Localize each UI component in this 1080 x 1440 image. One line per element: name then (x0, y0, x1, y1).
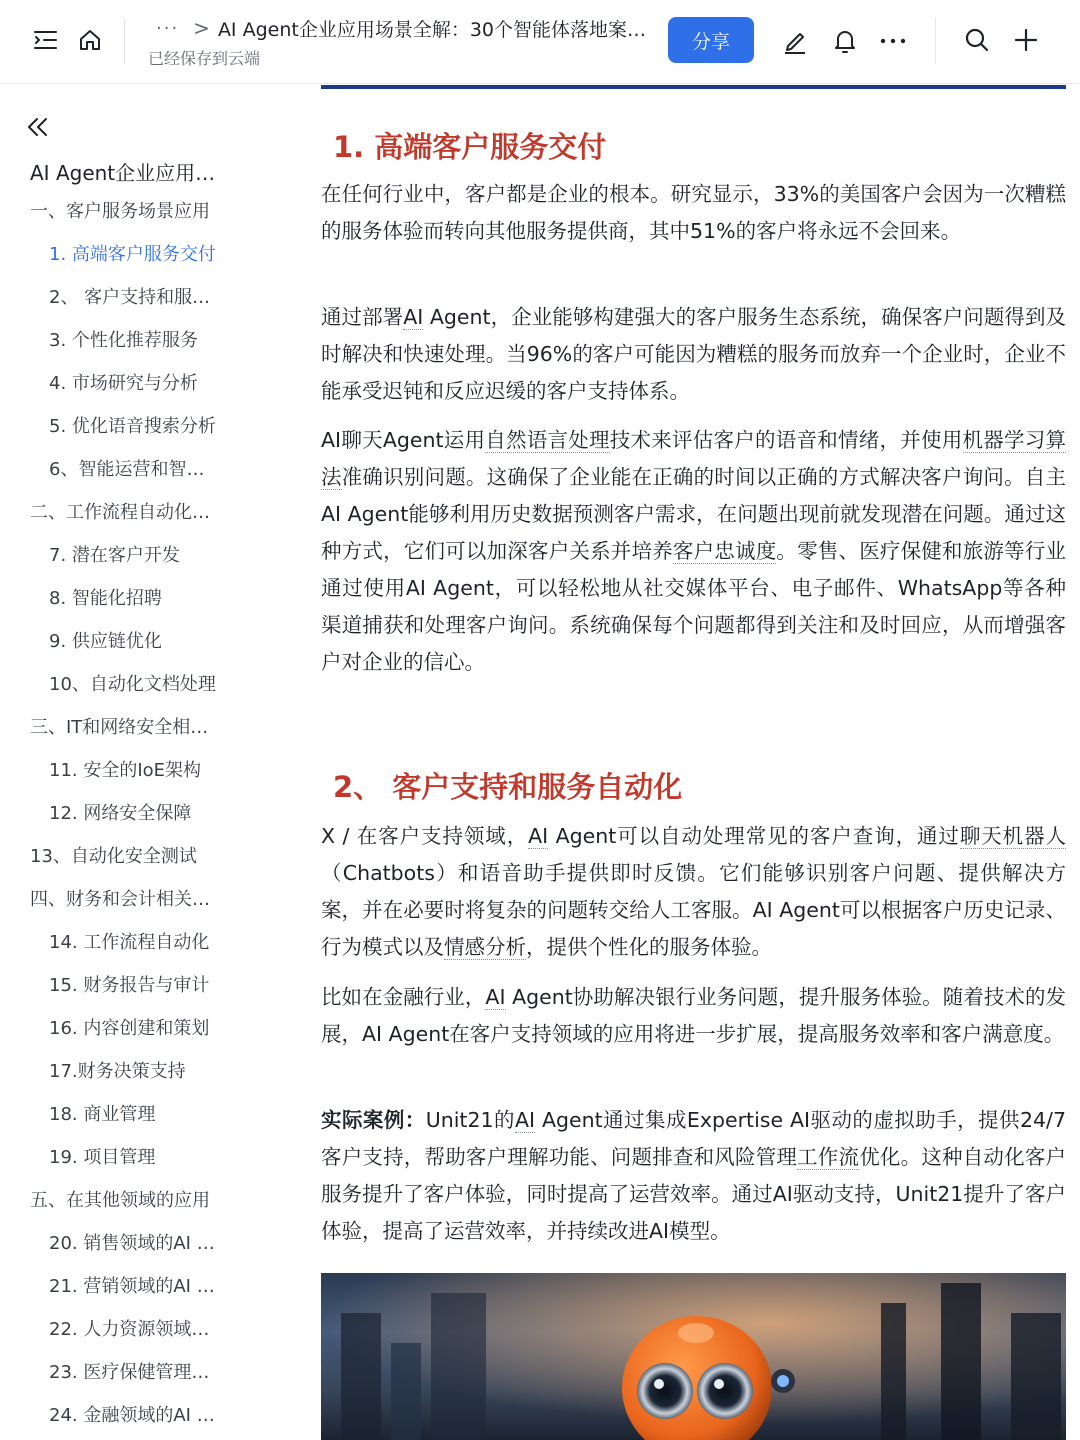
outline-item[interactable]: 15. 财务报告与审计 (49, 975, 210, 996)
share-button[interactable]: 分享 (668, 17, 754, 63)
annotated-term[interactable]: 自然语言处理 (485, 428, 610, 452)
paragraph-text: X / 在客户支持领域， (321, 824, 529, 848)
outline-item[interactable]: 13、自动化安全测试 (30, 846, 197, 867)
paragraph-text: ，提供个性化的服务体验。 (526, 935, 772, 959)
outline-item[interactable]: 1. 高端客户服务交付 (49, 244, 216, 265)
outline-item[interactable]: 21. 营销领域的AI … (49, 1276, 215, 1297)
bell-icon[interactable] (828, 24, 862, 58)
paragraph (321, 818, 1066, 966)
outline-item[interactable]: 16. 内容创建和策划 (49, 1018, 210, 1039)
outline-item[interactable]: 11. 安全的IoE架构 (49, 760, 202, 781)
collapse-sidebar-icon[interactable] (26, 115, 50, 139)
annotated-term[interactable]: 工作流 (797, 1145, 860, 1169)
paragraph-text: Agent通过集成Expertise AI驱动的虚拟助手，提供24/7客户支持，帮助客户理解功能、问题排查和风险管理 (321, 1108, 1067, 1169)
edit-icon[interactable] (778, 24, 812, 58)
paragraph-text: 准确识别问题。这确保了企业能在正确的时间以正确的方式解决客户询问。自主AI Agent能够利用历史数据预测客户需求，在问题出现前就发现潜在问题。通过这种方式，它们可以加深客户关系并培养 (321, 465, 1067, 563)
toolbar-divider (935, 18, 936, 64)
outline-item[interactable]: 18. 商业管理 (49, 1104, 156, 1125)
annotated-term[interactable]: AI (528, 824, 549, 848)
section-heading: 1. 高端客户服务交付 (333, 130, 607, 164)
outline-item[interactable]: 22. 人力资源领域… (49, 1319, 210, 1340)
header-rule (321, 85, 1066, 89)
breadcrumb-more[interactable]: ··· (156, 17, 180, 39)
top-toolbar (0, 0, 1080, 84)
annotated-term[interactable]: 机器学习算法 (321, 428, 1066, 489)
outline-item[interactable]: 24. 金融领域的AI … (49, 1405, 215, 1426)
outline-toggle-icon[interactable] (30, 26, 62, 54)
outline-item[interactable]: 23. 医疗保健管理… (49, 1362, 210, 1383)
outline-sidebar (0, 85, 300, 1440)
paragraph-text: 优化。这种自动化客户服务提升了客户体验，同时提高了运营效率。通过AI驱动支持，Unit21提升了客户体验，提高了运营效率，并持续改进AI模型。 (321, 1145, 1067, 1243)
breadcrumb (156, 14, 646, 42)
outline-item[interactable]: 9. 供应链优化 (49, 631, 162, 652)
outline-item[interactable]: 12. 网络安全保障 (49, 803, 192, 824)
paragraph-text: Unit21的 (425, 1108, 515, 1132)
outline-item[interactable]: 17.财务决策支持 (49, 1061, 186, 1082)
outline-item[interactable]: 6、智能运营和智… (49, 459, 205, 480)
outline-item[interactable]: 一、客户服务场景应用 (30, 201, 210, 222)
paragraph-text: 。零售、医疗保健和旅游等行业通过使用AI Agent，可以轻松地从社交媒体平台、电子邮件、WhatsApp等各种渠道捕获和处理客户询问。系统确保每个问题都得到关注和及时回应，从而增强客户对企业的信心。 (321, 539, 1067, 674)
paragraph (321, 176, 1066, 250)
outline-item[interactable]: 10、自动化文档处理 (49, 674, 216, 695)
annotated-term[interactable]: 情感分析 (444, 935, 526, 959)
paragraph-text: Agent可以自动处理常见的客户查询，通过 (548, 824, 960, 848)
paragraph-text: AI聊天Agent运用 (321, 428, 486, 452)
section-heading: 2、 客户支持和服务自动化 (333, 770, 683, 804)
outline-item[interactable]: 5. 优化语音搜索分析 (49, 416, 216, 437)
outline-item[interactable]: 三、IT和网络安全相… (30, 717, 209, 738)
plus-icon[interactable] (1009, 23, 1043, 57)
paragraph-text: 通过部署 (321, 305, 404, 329)
paragraph-text: Agent协助解决银行业务问题，提升服务体验。随着技术的发展，AI Agent在客户支持领域的应用将进一步扩展，提高服务效率和客户满意度。 (321, 985, 1066, 1046)
paragraph (321, 299, 1066, 410)
robot-illustration (321, 1273, 1066, 1440)
annotated-term[interactable]: AI (403, 305, 424, 329)
save-status: 已经保存到云端 (148, 49, 261, 68)
outline-item[interactable]: 7. 潜在客户开发 (49, 545, 180, 566)
annotated-term[interactable]: AI (514, 1108, 536, 1132)
paragraph-text: 比如在金融行业， (321, 985, 486, 1009)
toolbar-divider (124, 18, 125, 64)
search-icon[interactable] (960, 23, 994, 57)
paragraph-text: 在任何行业中，客户都是企业的根本。研究显示，33%的美国客户会因为一次糟糕的服务体验而转向其他服务提供商，其中51%的客户将永远不会回来。 (321, 182, 1066, 243)
paragraph-text: （Chatbots）和语音助手提供即时反馈。它们能够识别客户问题、提供解决方案，并在必要时将复杂的问题转交给人工客服。AI Agent可以根据客户历史记录、行为模式以及 (321, 861, 1066, 959)
case-label: 实际案例： (321, 1108, 426, 1132)
paragraph (321, 979, 1066, 1053)
outline-item[interactable]: 20. 销售领域的AI … (49, 1233, 215, 1254)
outline-item[interactable]: 8. 智能化招聘 (49, 588, 162, 609)
outline-doc-title[interactable]: AI Agent企业应用… (30, 161, 216, 185)
outline-item[interactable]: 五、在其他领域的应用 (30, 1190, 210, 1211)
outline-item[interactable]: 四、财务和会计相关… (30, 889, 210, 910)
outline-item[interactable]: 4. 市场研究与分析 (49, 373, 198, 394)
home-icon[interactable] (74, 24, 106, 56)
more-icon[interactable] (876, 24, 910, 58)
annotated-term[interactable]: 客户忠诚度 (672, 539, 777, 563)
outline-item[interactable]: 19. 项目管理 (49, 1147, 156, 1168)
paragraph (321, 422, 1066, 681)
annotated-term[interactable]: AI (485, 985, 506, 1009)
outline-item[interactable]: 二、工作流程自动化… (30, 502, 210, 523)
paragraph-text: Agent，企业能够构建强大的客户服务生态系统，确保客户问题得到及时解决和快速处理。当96%的客户可能因为糟糕的服务而放弃一个企业时，企业不能承受迟钝和反应迟缓的客户支持体系。 (321, 305, 1067, 403)
document-title[interactable]: AI Agent企业应用场景全解：30个智能体落地案… (217, 18, 646, 41)
annotated-term[interactable]: 聊天机器人 (959, 824, 1066, 848)
outline-item[interactable]: 3. 个性化推荐服务 (49, 330, 198, 351)
paragraph (321, 1102, 1066, 1250)
outline-item[interactable]: 2、 客户支持和服… (49, 287, 211, 308)
outline-item[interactable]: 14. 工作流程自动化 (49, 932, 210, 953)
breadcrumb-separator: > (193, 16, 210, 40)
paragraph-text: 技术来评估客户的语音和情绪，并使用 (609, 428, 963, 452)
